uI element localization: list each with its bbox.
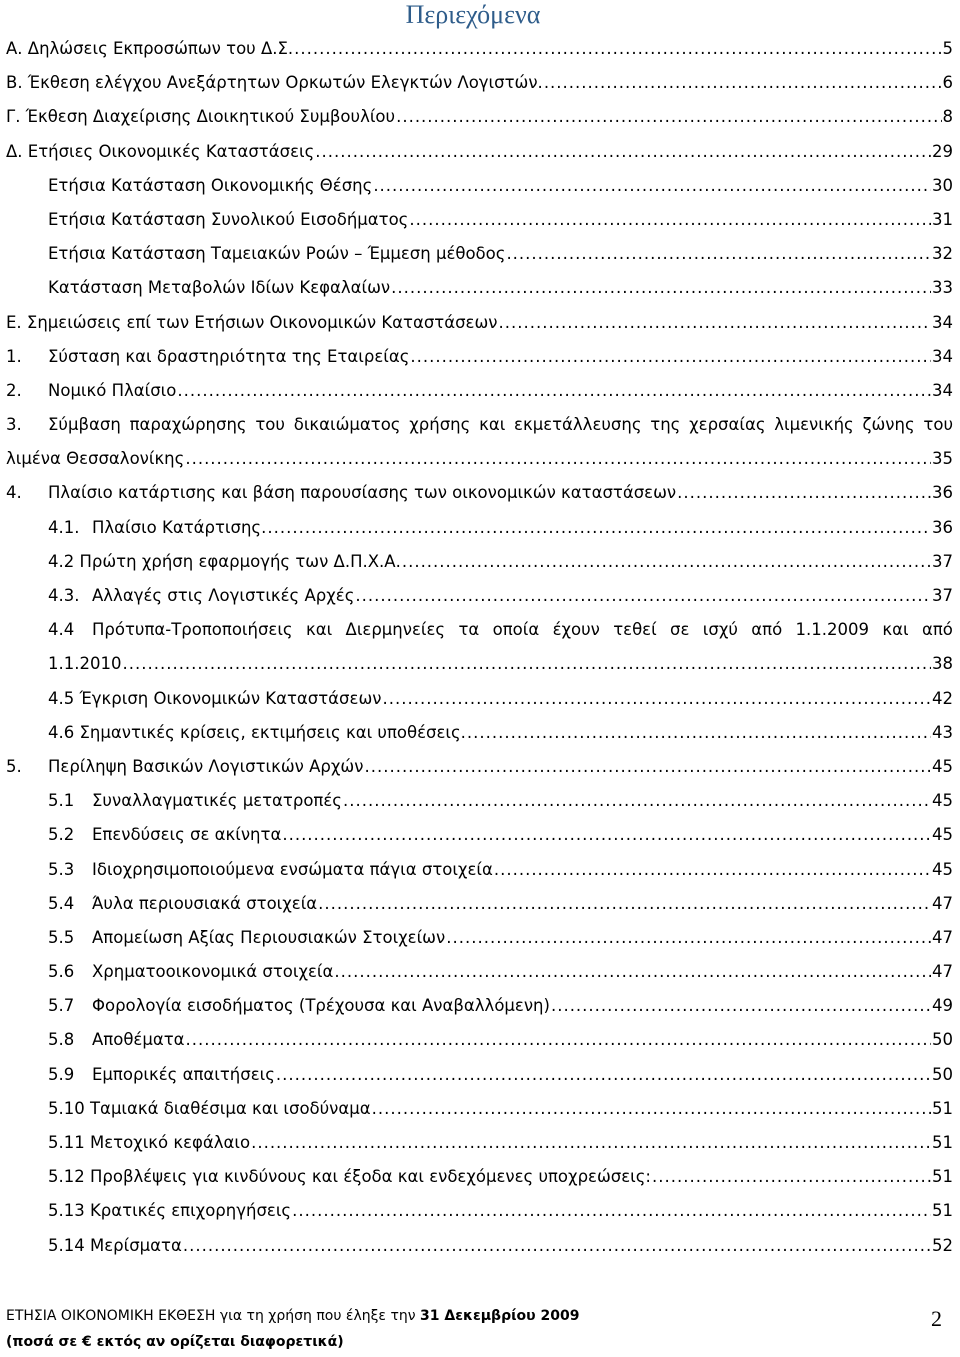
toc-entry-title: Άυλα περιουσιακά στοιχεία <box>92 893 318 913</box>
toc-leader-dots <box>282 825 931 844</box>
footer-date: 31 Δεκεμβρίου 2009 <box>420 1308 580 1324</box>
toc-entry[interactable] <box>6 1094 960 1128</box>
toc-entry-title: Ετήσια Κατάσταση Οικονομικής Θέσης <box>48 175 373 195</box>
toc-entry-title: Γ. Έκθεση Διαχείρισης Διοικητικού Συμβουλίου <box>6 107 396 127</box>
toc-entry-number: 5.5 <box>48 927 75 947</box>
toc-leader-dots <box>372 1099 931 1118</box>
toc-leader-dots <box>177 381 931 400</box>
toc-leader-dots <box>382 689 931 708</box>
toc-entry-title: Πρότυπα-Τροποποιήσεις και Διερμηνείες τα οποία έχουν τεθεί σε ισχύ από 1.1.2009 και από <box>92 620 953 640</box>
toc-entry[interactable] <box>6 273 960 307</box>
toc-entry[interactable] <box>6 102 960 136</box>
toc-entry[interactable] <box>6 308 960 342</box>
toc-leader-dots <box>267 518 931 537</box>
toc-entry[interactable] <box>6 478 960 512</box>
toc-entry-title: Αλλαγές στις Λογιστικές Αρχές <box>92 586 355 605</box>
toc-leader-dots <box>506 244 931 263</box>
table-of-contents <box>6 34 960 1265</box>
toc-entry[interactable] <box>6 410 960 444</box>
toc-entry-title: Επενδύσεις σε ακίνητα <box>92 825 282 845</box>
toc-entry[interactable] <box>6 137 960 171</box>
toc-entry[interactable] <box>6 615 960 649</box>
toc-entry-number: 5.2 <box>48 825 75 845</box>
toc-entry-title: Πλαίσιο Κατάρτισης. <box>92 517 267 537</box>
toc-leader-dots <box>276 1065 931 1084</box>
toc-entry-number: 4.4 <box>48 620 75 640</box>
toc-leader-dots <box>364 757 931 776</box>
toc-leader-dots <box>343 791 931 810</box>
toc-leader-dots <box>494 860 931 879</box>
toc-leader-dots <box>396 107 941 126</box>
toc-entry-number: 5.4 <box>48 893 75 913</box>
toc-leader-dots <box>409 210 931 229</box>
toc-entry-page: 38 <box>932 654 953 674</box>
toc-entry[interactable] <box>6 513 960 547</box>
toc-leader-dots <box>391 278 931 297</box>
toc-entry[interactable] <box>6 376 960 410</box>
toc-entry-page: 36 <box>932 517 953 537</box>
toc-leader-dots <box>185 449 931 468</box>
toc-entry-page: 34 <box>932 380 953 400</box>
toc-entry[interactable] <box>6 1060 960 1094</box>
toc-entry-page: 51 <box>932 1167 953 1187</box>
toc-leader-dots <box>551 996 931 1015</box>
toc-leader-dots <box>544 73 942 92</box>
toc-entry-title: 1.1.2010 <box>48 654 122 674</box>
toc-entry-page: 51 <box>932 1133 953 1152</box>
toc-leader-dots <box>292 1201 931 1220</box>
toc-leader-dots <box>402 552 931 571</box>
toc-entry-title: Φορολογία εισοδήματος (Τρέχουσα και Αναβαλλόμενη) <box>92 996 550 1016</box>
toc-leader-dots <box>122 654 931 673</box>
toc-entry-page: 31 <box>932 209 953 229</box>
toc-entry[interactable] <box>6 1128 960 1162</box>
toc-entry-page: 51 <box>932 1098 953 1118</box>
page-title: Περιεχόμενα <box>405 0 541 29</box>
toc-leader-dots <box>652 1167 931 1186</box>
toc-entry[interactable] <box>6 718 960 752</box>
toc-entry-title: 5.13 Κρατικές επιχορηγήσεις <box>48 1201 292 1221</box>
toc-entry-number: 5.9 <box>48 1064 75 1084</box>
toc-entry[interactable] <box>6 923 960 957</box>
toc-entry-page: 5 <box>942 39 953 58</box>
toc-entry[interactable] <box>6 444 960 478</box>
toc-entry-page: 49 <box>932 996 953 1016</box>
toc-entry-number: 4.3. <box>48 586 80 605</box>
toc-entry-page: 37 <box>932 586 953 605</box>
toc-leader-dots <box>355 586 931 605</box>
toc-entry-page: 37 <box>932 551 953 571</box>
toc-entry-title: 5.14 Μερίσματα <box>48 1235 182 1255</box>
toc-leader-dots <box>467 723 931 742</box>
toc-entry-title: Πλαίσιο κατάρτισης και βάση παρουσίασης των οικονομικών καταστάσεων <box>48 483 677 503</box>
toc-entry-number: 5. <box>6 756 22 776</box>
toc-entry[interactable] <box>6 889 960 923</box>
toc-entry[interactable] <box>6 171 960 205</box>
toc-entry[interactable] <box>6 205 960 239</box>
toc-entry-title: λιμένα Θεσσαλονίκης <box>6 449 185 469</box>
toc-entry-page: 47 <box>932 927 953 947</box>
toc-entry-page: 35 <box>932 449 953 469</box>
toc-entry[interactable] <box>6 1231 960 1265</box>
toc-leader-dots <box>183 1236 931 1255</box>
toc-leader-dots <box>373 176 931 195</box>
toc-entry-page: 47 <box>932 962 953 982</box>
toc-entry-title: 5.12 Προβλέψεις για κινδύνους και έξοδα και ενδεχόμενες υποχρεώσεις: <box>48 1167 651 1187</box>
toc-entry-page: 50 <box>932 1064 953 1084</box>
toc-leader-dots <box>251 1133 931 1152</box>
toc-entry-page: 6 <box>942 73 953 93</box>
toc-entry-page: 52 <box>932 1235 953 1255</box>
toc-entry-title: Ετήσια Κατάσταση Συνολικού Εισοδήματος <box>48 209 409 229</box>
toc-entry[interactable] <box>6 786 960 820</box>
toc-entry-page: 32 <box>932 244 953 264</box>
toc-entry-number: 5.3 <box>48 859 75 879</box>
toc-leader-dots <box>334 962 931 981</box>
toc-entry[interactable] <box>6 547 960 581</box>
toc-entry-title: 5.10 Ταμιακά διαθέσιμα και ισοδύναμα <box>48 1098 371 1118</box>
footer-line-2: (ποσά σε € εκτός αν ορίζεται διαφορετικά) <box>6 1334 344 1350</box>
toc-leader-dots <box>677 483 931 502</box>
toc-entry[interactable] <box>6 581 960 615</box>
toc-entry-number: 5.1 <box>48 791 75 811</box>
toc-entry-page: 8 <box>942 107 953 127</box>
toc-entry-page: 47 <box>932 893 953 913</box>
toc-entry-page: 45 <box>932 859 953 879</box>
toc-entry[interactable] <box>6 855 960 889</box>
toc-entry-title: Δ. Ετήσιες Οικονομικές Καταστάσεις <box>6 141 315 161</box>
toc-entry-page: 43 <box>932 722 953 742</box>
toc-entry-number: 3. <box>6 415 22 435</box>
toc-entry-title: Αποθέματα <box>92 1030 185 1050</box>
toc-entry-number: 1. <box>6 346 22 366</box>
toc-entry-page: 42 <box>932 688 953 708</box>
toc-entry-page: 51 <box>932 1201 953 1221</box>
toc-entry[interactable] <box>6 1196 960 1230</box>
toc-entry[interactable] <box>6 342 960 376</box>
toc-entry-number: 4. <box>6 483 22 503</box>
toc-entry-page: 29 <box>932 141 953 161</box>
toc-entry-title: 5.11 Μετοχικό κεφάλαιο <box>48 1133 251 1152</box>
toc-entry-title: 4.2 Πρώτη χρήση εφαρμογής των Δ.Π.Χ.Α. <box>48 551 401 571</box>
toc-entry-title: Σύσταση και δραστηριότητα της Εταιρείας <box>48 346 410 366</box>
toc-entry[interactable] <box>6 684 960 718</box>
toc-entry-page: 33 <box>932 278 953 298</box>
toc-entry[interactable] <box>6 34 960 68</box>
toc-entry-title: Β. Έκθεση ελέγχου Ανεξάρτητων Ορκωτών Ελεγκτών Λογιστών. <box>6 73 543 93</box>
toc-entry-title: Α. Δηλώσεις Εκπροσώπων του Δ.Σ. <box>6 39 294 58</box>
toc-entry-number: 2. <box>6 380 22 400</box>
toc-entry-title: Ετήσια Κατάσταση Ταμειακών Ροών – Έμμεση μέθοδος <box>48 244 506 264</box>
toc-entry[interactable] <box>6 752 960 786</box>
toc-leader-dots <box>315 142 931 161</box>
toc-entry-page: 30 <box>932 175 953 195</box>
toc-entry[interactable] <box>6 991 960 1025</box>
toc-entry-title: Συναλλαγματικές μετατροπές <box>92 791 342 811</box>
toc-entry[interactable] <box>6 1025 960 1059</box>
toc-leader-dots <box>186 1030 931 1049</box>
toc-entry-page: 36 <box>932 483 953 503</box>
toc-entry-page: 45 <box>932 756 953 776</box>
toc-entry-title: 4.5 Έγκριση Οικονομικών Καταστάσεων <box>48 688 382 708</box>
toc-entry[interactable] <box>6 957 960 991</box>
toc-entry-number: 5.6 <box>48 962 75 982</box>
toc-entry-number: 4.1. <box>48 517 80 537</box>
toc-entry-title: Χρηματοοικονομικά στοιχεία <box>92 962 334 982</box>
toc-entry[interactable] <box>6 239 960 273</box>
toc-entry-title: Ε. Σημειώσεις επί των Ετήσιων Οικονομικών Καταστάσεων <box>6 312 498 332</box>
toc-entry-title: 4.6 Σημαντικές κρίσεις, εκτιμήσεις και υποθέσεις. <box>48 722 466 742</box>
toc-entry-page: 34 <box>932 346 953 366</box>
toc-leader-dots <box>499 313 931 332</box>
toc-entry-title: Ιδιοχρησιμοποιούμενα ενσώματα πάγια στοιχεία <box>92 859 493 879</box>
toc-leader-dots <box>446 928 931 947</box>
toc-entry[interactable] <box>6 649 960 683</box>
toc-entry[interactable] <box>6 1162 960 1196</box>
toc-entry-title: Περίληψη Βασικών Λογιστικών Αρχών <box>48 756 364 776</box>
toc-entry-page: 45 <box>932 791 953 811</box>
toc-entry-number: 5.7 <box>48 996 75 1016</box>
toc-entry-number: 5.8 <box>48 1030 75 1050</box>
footer-text: ΕΤΗΣΙΑ ΟΙΚΟΝΟΜΙΚΗ ΕΚΘΕΣΗ για τη χρήση που έληξε την <box>6 1308 421 1324</box>
toc-entry-page: 34 <box>932 312 953 332</box>
toc-entry-title: Κατάσταση Μεταβολών Ιδίων Κεφαλαίων <box>48 278 391 298</box>
toc-leader-dots <box>410 347 931 366</box>
toc-leader-dots <box>294 39 941 58</box>
toc-leader-dots <box>318 894 931 913</box>
page-number: 2 <box>931 1306 942 1331</box>
toc-entry[interactable] <box>6 820 960 854</box>
toc-entry[interactable] <box>6 68 960 102</box>
footer-line-1 <box>6 1308 956 1324</box>
toc-entry-page: 50 <box>932 1030 953 1050</box>
toc-entry-page: 45 <box>932 825 953 845</box>
toc-entry-title: Εμπορικές απαιτήσεις <box>92 1064 275 1084</box>
toc-entry-title: Νομικό Πλαίσιο <box>48 380 177 400</box>
toc-entry-title: Σύμβαση παραχώρησης του δικαιώματος χρήσης και εκμετάλλευσης της χερσαίας λιμενικής ζώνης του <box>48 415 953 435</box>
toc-entry-title: Απομείωση Αξίας Περιουσιακών Στοιχείων <box>92 927 446 947</box>
